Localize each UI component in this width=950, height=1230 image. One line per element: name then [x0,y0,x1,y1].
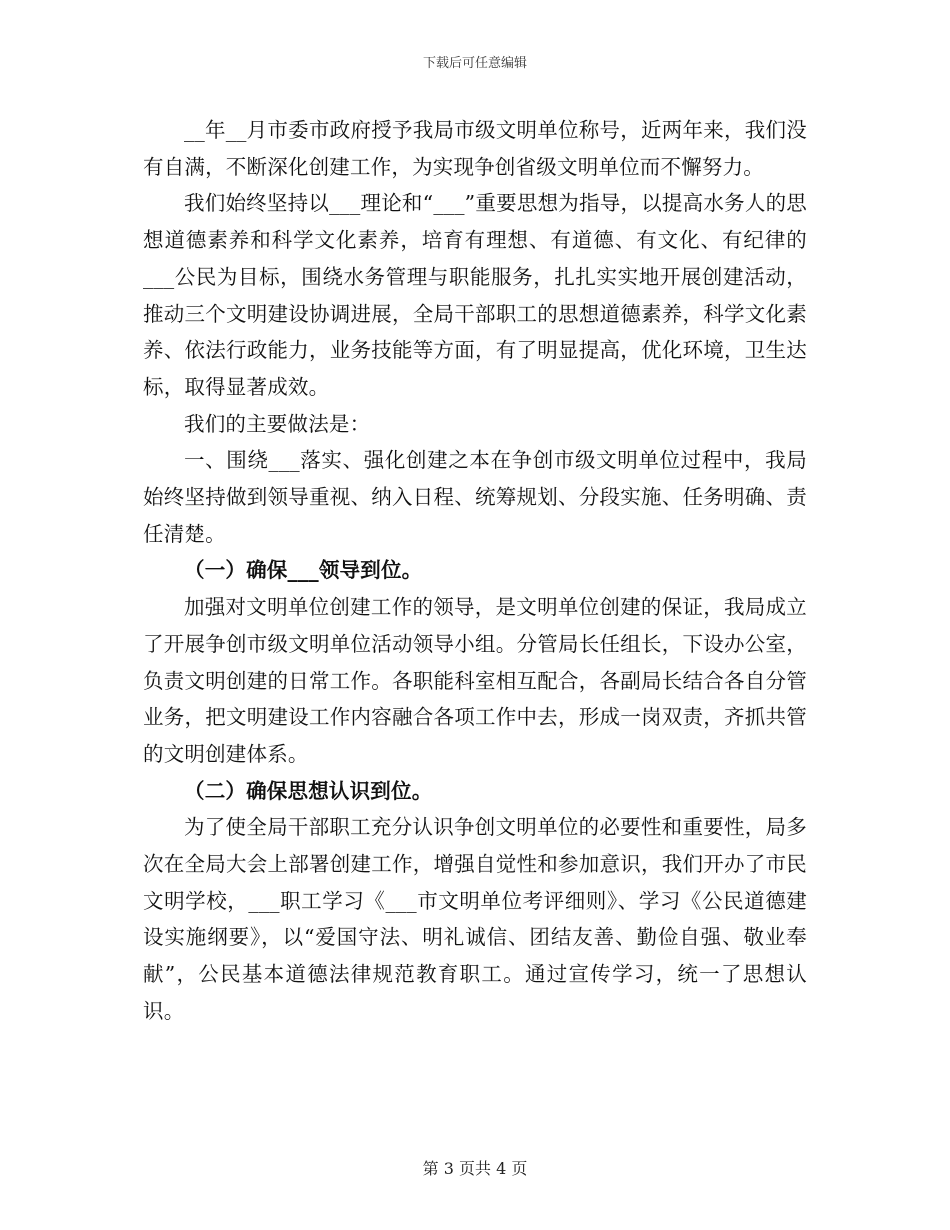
paragraph-guiding-thought: 我们始终坚持以___理论和“___”重要思想为指导，以提高水务人的思想道德素养和科学文化素养，培育有理想、有道德、有文化、有纪律的___公民为目标，围绕水务管理与职能服务，扎扎实实地开展创建活动，推动三个文明建设协调进展，全局干部职工的思想道德素养，科学文化素养、依法行政能力，业务技能等方面，有了明显提高，优化环境，卫生达标，取得显著成效。 [143,191,807,399]
heading-awareness: （二）确保思想认识到位。 [184,778,433,803]
paragraph-leadership: 加强对文明单位创建工作的领导，是文明单位创建的保证，我局成立了开展争创市级文明单位活动领导小组。分管局长任组长，下设办公室，负责文明创建的日常工作。各职能科室相互配合，各副局长结合各自分管业务，把文明建设工作内容融合各项工作中去，形成一岗双责，齐抓共管的文明创建体系。 [143,595,807,766]
heading-leadership: （一）确保___领导到位。 [184,558,423,583]
paragraph-section-one: 一、围绕___落实、强化创建之本在争创市级文明单位过程中，我局始终坚持做到领导重视、纳入日程、统筹规划、分段实施、任务明确、责任清楚。 [143,448,807,546]
paragraph-intro: __年__月市委市政府授予我局市级文明单位称号，近两年来，我们没有自满，不断深化创建工作，为实现争创省级文明单位而不懈努力。 [143,118,807,179]
paragraph-awareness: 为了使全局干部职工充分认识争创文明单位的必要性和重要性，局多次在全局大会上部署创建工作，增强自觉性和参加意识，我们开办了市民文明学校，___职工学习《___市文明单位考评细则》、学习《公民道德建设实施纲要》，以“爱国守法、明礼诚信、团结友善、勤俭自强、敬业奉献”，公民基本道德法律规范教育职工。通过宣传学习，统一了思想认识。 [143,815,807,1023]
paragraph-main-methods-lead: 我们的主要做法是： [184,411,371,436]
page-header-note: 下载后可任意编辑 [422,56,527,71]
document-body [143,112,807,1030]
page-number: 第 3 页共 4 页 [422,1159,528,1178]
